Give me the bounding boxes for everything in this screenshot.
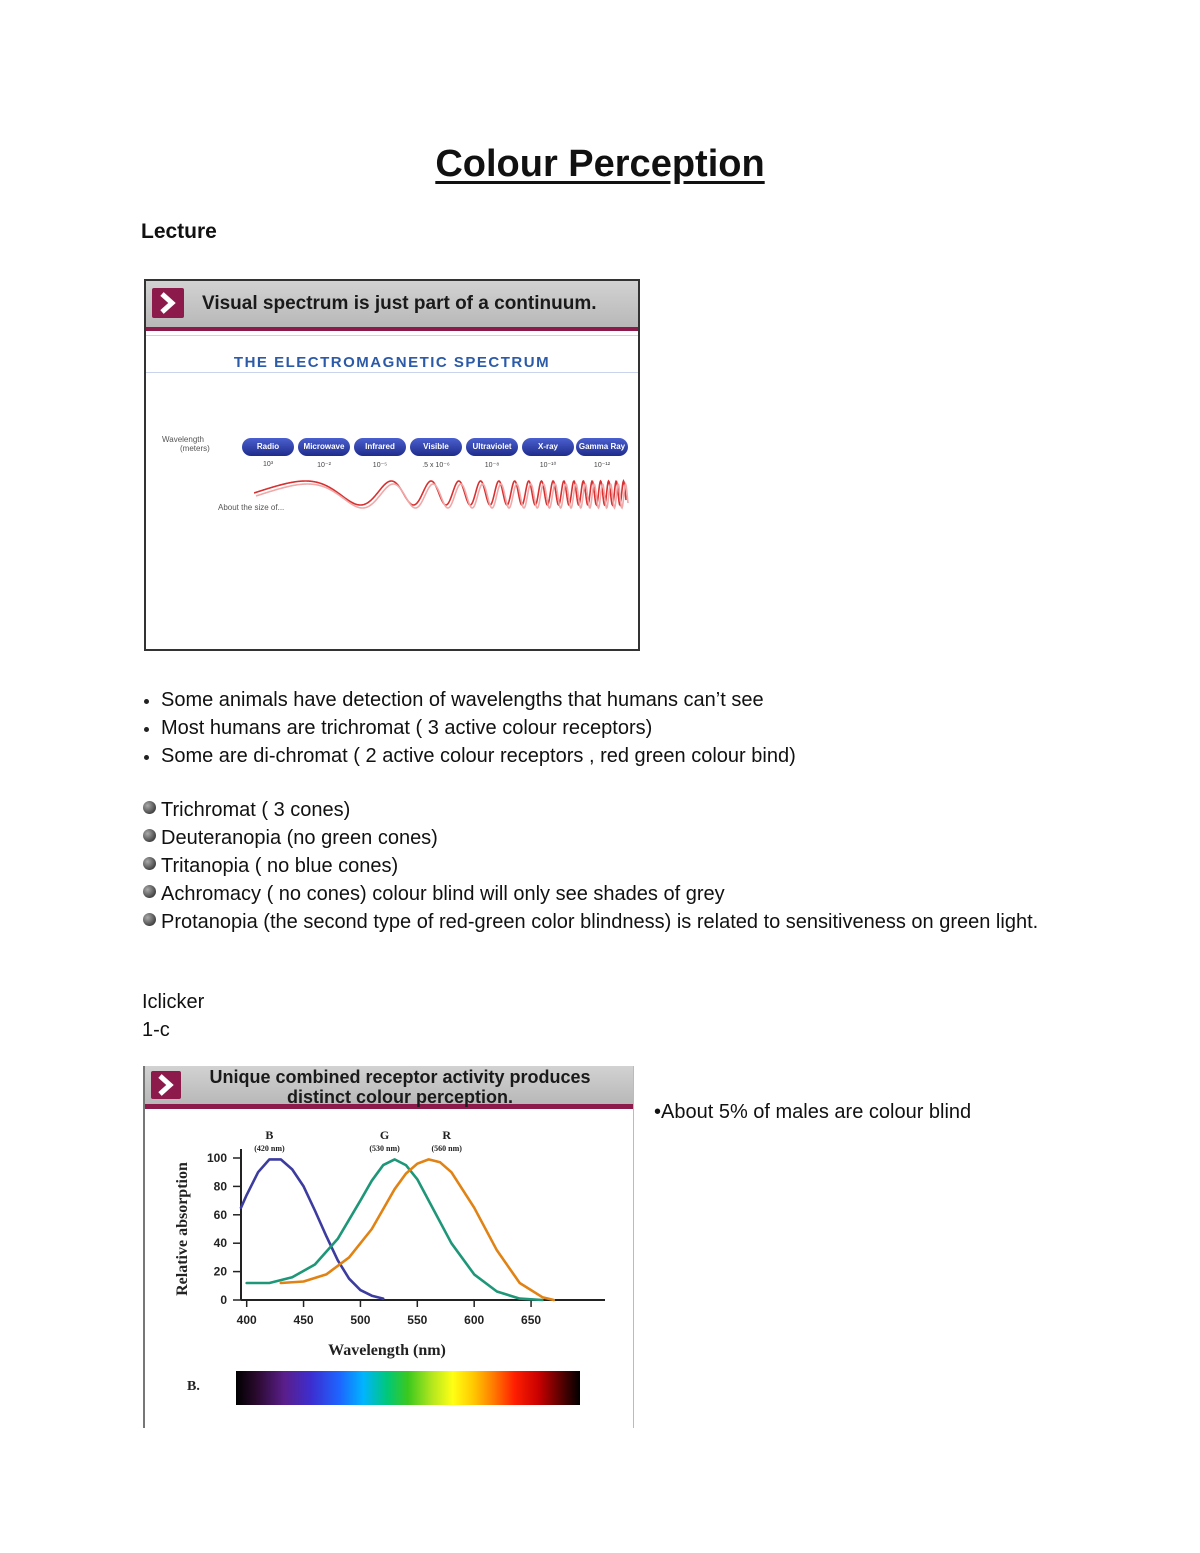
series-line-g [247, 1159, 543, 1300]
slide-header [146, 281, 638, 331]
bullet-ball-icon [143, 885, 156, 898]
spectrum-title: THE ELECTROMAGNETIC SPECTRUM [233, 354, 551, 371]
bullet-ball-icon [143, 857, 156, 870]
band-wavelength: 10⁻⁵ [372, 462, 388, 469]
section-heading-lecture: Lecture [141, 220, 217, 243]
bullet-list-cone-types [142, 796, 1061, 936]
series-peak-label: (530 nm) [369, 1144, 400, 1153]
list-item-text: Most humans are trichromat ( 3 active colour receptors) [161, 717, 653, 739]
band-wavelength: 10⁻¹² [593, 462, 611, 469]
iclicker-answer: 1-c [142, 1019, 170, 1041]
list-item [142, 742, 796, 770]
band-pill: Infrared [354, 438, 406, 456]
x-tick-label: 550 [407, 1313, 428, 1327]
list-item-text: Some are di-chromat ( 2 active colour receptors , red green colour bind) [161, 745, 796, 767]
list-item [142, 824, 1061, 852]
chevron-right-icon [151, 1071, 181, 1099]
series-name-label: G [379, 1128, 390, 1142]
list-item-text: Trichromat ( 3 cones) [161, 799, 351, 821]
band-wavelength: .5 x 10⁻⁶ [422, 462, 450, 469]
list-item [142, 686, 796, 714]
absorption-chart [145, 1109, 633, 1365]
slide-title [185, 1067, 615, 1107]
bullet-ball-icon [143, 801, 156, 814]
band-wavelength: 10⁻² [317, 462, 331, 469]
wavelength-label [162, 435, 210, 453]
band-pill: X-ray [522, 438, 574, 456]
bullet-dot-icon [144, 727, 149, 732]
x-tick-label: 500 [350, 1313, 371, 1327]
band-pill: Microwave [298, 438, 350, 456]
list-item-text: Some animals have detection of wavelengths that humans can’t see [161, 689, 764, 711]
band-pill: Radio [242, 438, 294, 456]
list-item-text: Deuteranopia (no green cones) [161, 827, 438, 849]
iclicker-block [142, 988, 204, 1044]
list-item [142, 714, 796, 742]
band-wavelength: 10³ [262, 461, 274, 468]
y-tick-label: 60 [213, 1207, 227, 1222]
y-axis-label: Relative absorption [174, 1162, 191, 1296]
slide-title-line2: distinct colour perception. [286, 1087, 514, 1107]
wavelength-units: (meters) [180, 444, 210, 453]
slide-electromagnetic-spectrum [144, 279, 640, 651]
band-wavelength: 10⁻⁸ [484, 462, 500, 469]
x-tick-label: 450 [293, 1313, 314, 1327]
bullet-ball-icon [143, 913, 156, 926]
band-pill: Ultraviolet [466, 438, 518, 456]
x-tick-label: 400 [236, 1313, 257, 1327]
list-item [142, 880, 1061, 908]
band-wavelength: 10⁻¹⁰ [539, 462, 557, 469]
slide-cone-absorption [143, 1066, 634, 1428]
slide-title: Visual spectrum is just part of a continuum. [202, 293, 597, 314]
visible-spectrum-bar [236, 1371, 580, 1405]
x-tick-label: 650 [521, 1313, 542, 1327]
y-tick-label: 40 [213, 1236, 227, 1251]
iclicker-label: Iclicker [142, 991, 205, 1013]
list-item [142, 796, 1061, 824]
y-tick-label: 100 [206, 1151, 227, 1165]
slide-header [145, 1066, 633, 1109]
list-item [142, 908, 1061, 936]
slide-title-line1: Unique combined receptor activity produces [209, 1067, 591, 1087]
series-peak-label: (420 nm) [254, 1144, 285, 1153]
chevron-right-icon [152, 288, 184, 318]
list-item-text: Tritanopia ( no blue cones) [161, 855, 399, 877]
list-item-text: Achromacy ( no cones) colour blind will only see shades of grey [161, 883, 725, 905]
series-name-label: B [265, 1128, 274, 1142]
bullet-list-small [142, 686, 796, 770]
band-pill: Visible [410, 438, 462, 456]
wavelength-label-text: Wavelength [162, 435, 204, 444]
list-item [142, 852, 1061, 880]
series-peak-label: (560 nm) [431, 1144, 462, 1153]
band-pill: Gamma Ray [576, 438, 628, 456]
x-axis-label: Wavelength (nm) [328, 1342, 446, 1359]
bullet-dot-icon [144, 699, 149, 704]
list-item-text: Protanopia (the second type of red-green color blindness) is related to sensitiveness on green light. [161, 911, 1039, 933]
series-name-label: R [442, 1128, 452, 1142]
figure-label: B. [187, 1379, 200, 1394]
x-tick-label: 600 [464, 1313, 485, 1327]
about-size-label: About the size of... [218, 503, 285, 512]
bullet-ball-icon [143, 829, 156, 842]
page-title: Colour Perception [435, 143, 765, 185]
y-tick-label: 80 [213, 1179, 227, 1194]
y-tick-label: 20 [213, 1264, 227, 1279]
y-tick-label: 0 [220, 1293, 227, 1307]
wave-illustration [254, 477, 634, 513]
bullet-dot-icon [144, 755, 149, 760]
side-note: •About 5% of males are colour blind [654, 1101, 972, 1123]
